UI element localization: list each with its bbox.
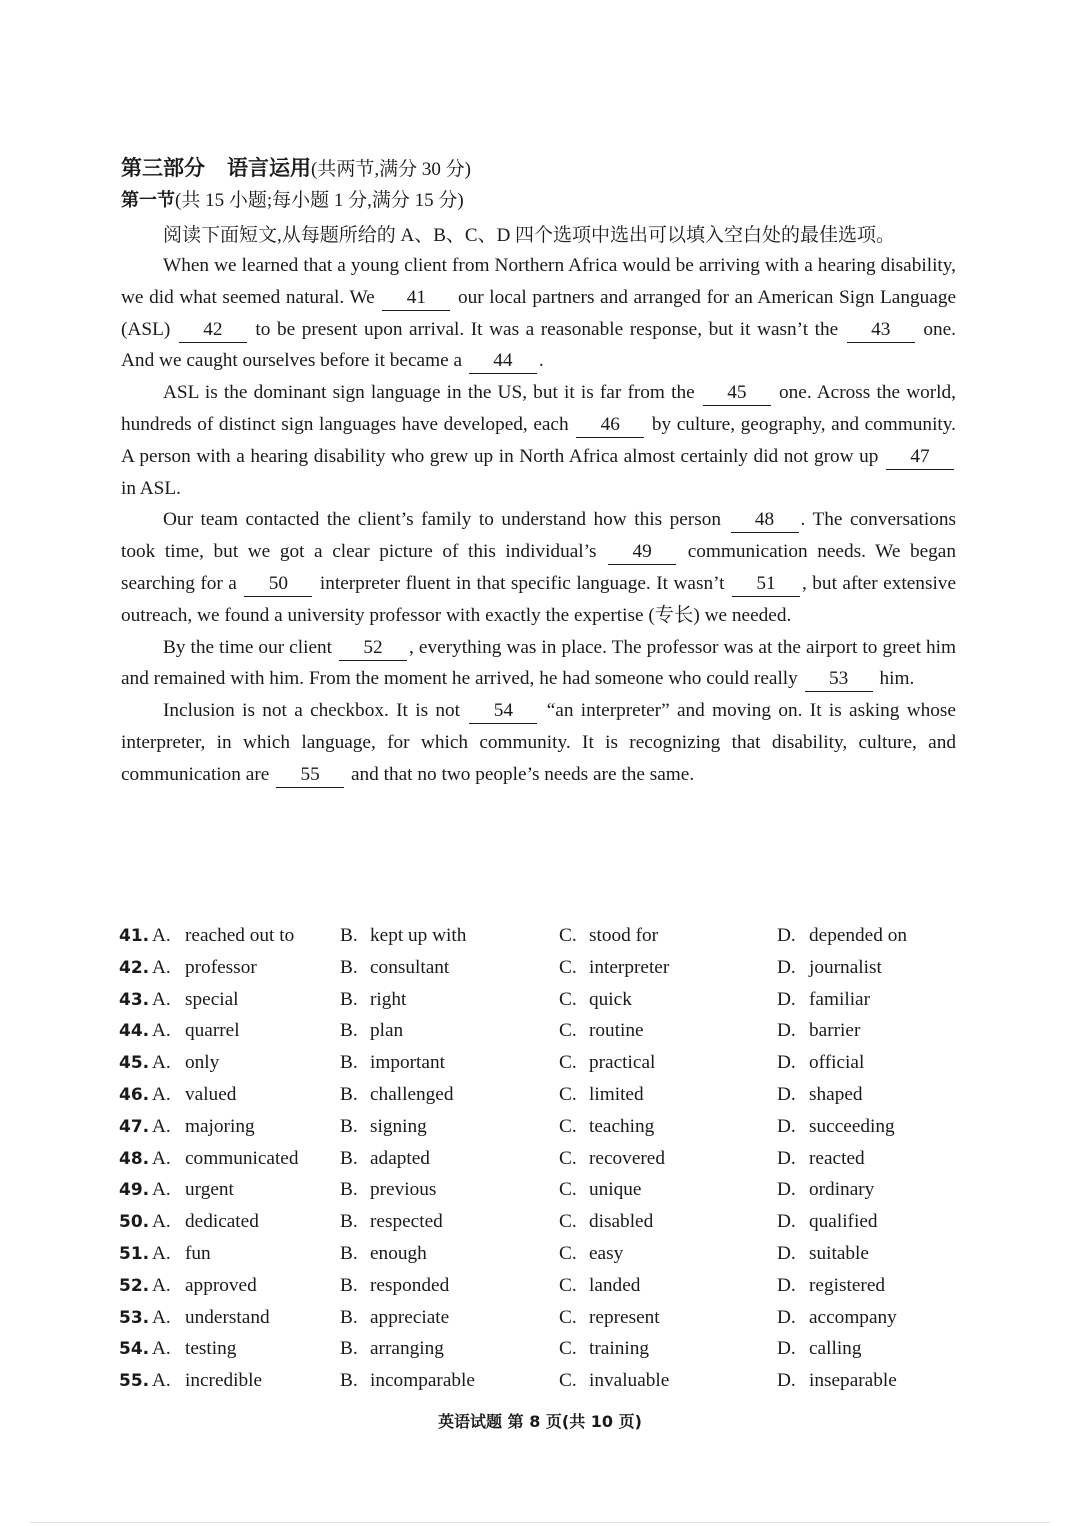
option-d: inseparable — [809, 1370, 897, 1392]
option-d: accompany — [809, 1306, 897, 1328]
blank-50: 50 — [244, 572, 312, 597]
blank-45: 45 — [703, 381, 771, 406]
option-letter-d: D. — [777, 1274, 796, 1296]
option-b: incomparable — [370, 1370, 475, 1392]
question-row-42 — [119, 953, 959, 985]
option-c: quick — [589, 988, 632, 1010]
question-row-50 — [119, 1207, 959, 1239]
option-b: previous — [370, 1179, 437, 1201]
option-letter-c: C. — [559, 988, 577, 1010]
question-row-47 — [119, 1112, 959, 1144]
option-d: qualified — [809, 1211, 878, 1233]
passage-text: ASL is the dominant sign language in the US, but it is far from the — [163, 382, 695, 404]
option-letter-c: C. — [559, 1306, 577, 1328]
passage-text: Inclusion is not a checkbox. It is not — [163, 700, 461, 722]
section-title: 第一节 — [121, 190, 175, 211]
passage-text: to be present upon arrival. It was a reasonable response, but it wasn’t the — [255, 318, 839, 340]
option-letter-d: D. — [777, 1338, 796, 1360]
option-d: familiar — [809, 988, 871, 1010]
passage-text: . — [538, 350, 544, 372]
part-note: (共两节,满分 30 分) — [311, 159, 471, 180]
blank-52: 52 — [339, 636, 407, 661]
option-letter-c: C. — [559, 1338, 577, 1360]
question-row-49 — [119, 1175, 959, 1207]
option-b: important — [370, 1052, 445, 1074]
option-letter-b: B. — [340, 1274, 358, 1296]
question-row-48 — [119, 1144, 959, 1176]
option-letter-d: D. — [777, 1020, 796, 1042]
option-a: testing — [185, 1338, 237, 1360]
option-c: represent — [589, 1306, 660, 1328]
option-letter-a: A. — [152, 925, 171, 946]
question-row-44 — [119, 1016, 959, 1048]
question-number: 43. — [119, 989, 150, 1010]
option-a: professor — [185, 956, 257, 978]
question-number: 45. — [119, 1053, 150, 1074]
question-row-53 — [119, 1303, 959, 1335]
option-c: easy — [589, 1242, 624, 1264]
question-number: 41. — [119, 926, 150, 946]
option-a: fun — [185, 1242, 211, 1264]
blank-46: 46 — [576, 413, 644, 438]
question-number: 50. — [119, 1212, 150, 1233]
question-number: 46. — [119, 1084, 150, 1105]
option-letter-c: C. — [559, 1052, 577, 1074]
option-letter-a: A. — [152, 1179, 171, 1201]
option-letter-d: D. — [777, 1115, 796, 1137]
paragraph-1 — [121, 250, 956, 377]
question-row-46 — [119, 1080, 959, 1112]
blank-42: 42 — [179, 318, 247, 343]
option-c: practical — [589, 1052, 656, 1074]
passage-text: “an interpreter” and moving on. It is asking whose interpreter, in which language, for which community. It is recognizing that disability, culture, and communication are — [121, 700, 956, 785]
option-c: recovered — [589, 1147, 665, 1169]
passage-text: . The conversations took time, but we got a clear picture of this individual’s — [121, 509, 957, 563]
question-number: 53. — [119, 1307, 150, 1328]
option-letter-d: D. — [777, 1306, 796, 1328]
option-d: ordinary — [809, 1179, 875, 1201]
option-c: invaluable — [589, 1370, 670, 1392]
part-name: 语言运用 — [227, 156, 311, 180]
question-number: 49. — [119, 1180, 150, 1201]
option-b: responded — [370, 1274, 450, 1296]
question-row-45 — [119, 1048, 959, 1080]
paragraph-4 — [121, 632, 956, 696]
option-letter-b: B. — [340, 1242, 358, 1264]
option-a: communicated — [185, 1147, 299, 1169]
option-d: calling — [809, 1338, 862, 1360]
passage-text: in ASL. — [121, 477, 181, 499]
option-d: suitable — [809, 1242, 869, 1264]
option-letter-b: B. — [340, 988, 358, 1010]
section-note: (共 15 小题;每小题 1 分,满分 15 分) — [175, 190, 464, 211]
option-letter-c: C. — [559, 1147, 577, 1169]
option-a: only — [185, 1052, 220, 1074]
option-a: understand — [185, 1306, 270, 1328]
option-a: special — [185, 988, 239, 1010]
option-letter-d: D. — [777, 956, 796, 978]
option-letter-d: D. — [777, 1179, 796, 1201]
option-letter-d: D. — [777, 925, 796, 946]
option-a: urgent — [185, 1179, 234, 1201]
option-letter-b: B. — [340, 956, 358, 978]
option-b: signing — [370, 1115, 427, 1137]
option-letter-a: A. — [152, 1242, 171, 1264]
option-letter-a: A. — [152, 1274, 171, 1296]
option-a: reached out to — [185, 925, 295, 946]
option-letter-a: A. — [152, 1370, 171, 1392]
option-c: stood for — [589, 925, 659, 946]
blank-51: 51 — [732, 572, 800, 597]
option-b: plan — [370, 1020, 404, 1042]
option-letter-c: C. — [559, 1115, 577, 1137]
question-number: 42. — [119, 957, 150, 978]
page-edge-divider — [30, 1522, 1050, 1523]
option-letter-b: B. — [340, 1211, 358, 1233]
passage-text: When we learned that a young client from Northern Africa would be arriving with a hearing disability, we did what seemed natural. We — [121, 255, 956, 308]
option-letter-a: A. — [152, 1083, 171, 1105]
option-letter-a: A. — [152, 1115, 171, 1137]
option-letter-b: B. — [340, 1052, 358, 1074]
option-c: routine — [589, 1020, 644, 1042]
option-letter-a: A. — [152, 1211, 171, 1233]
option-c: interpreter — [589, 956, 670, 978]
option-b: enough — [370, 1242, 427, 1264]
question-row-52 — [119, 1271, 959, 1303]
question-number: 51. — [119, 1243, 150, 1264]
question-number: 47. — [119, 1116, 150, 1137]
paragraph-3 — [121, 504, 956, 631]
page-footer: 英语试题 第 8 页(共 10 页) — [438, 1412, 642, 1431]
option-letter-a: A. — [152, 1052, 171, 1074]
option-letter-c: C. — [559, 1274, 577, 1296]
option-a: quarrel — [185, 1020, 240, 1042]
passage-text: interpreter fluent in that specific language. It wasn’t — [319, 572, 725, 594]
option-b: respected — [370, 1211, 443, 1233]
option-c: unique — [589, 1179, 642, 1201]
passage-text: By the time our client — [163, 636, 332, 658]
question-row-41 — [119, 921, 959, 953]
question-row-51 — [119, 1239, 959, 1271]
option-letter-b: B. — [340, 1147, 358, 1169]
option-c: training — [589, 1338, 649, 1360]
option-a: approved — [185, 1274, 257, 1296]
question-number: 44. — [119, 1021, 150, 1042]
option-letter-b: B. — [340, 1338, 358, 1360]
option-letter-b: B. — [340, 925, 358, 946]
passage-text: , but after extensive outreach, we found a university professor with exactly the expertise (专长) we needed. — [121, 572, 957, 626]
blank-49: 49 — [608, 540, 676, 565]
option-letter-b: B. — [340, 1020, 358, 1042]
blank-54: 54 — [469, 699, 537, 724]
passage-text: communication needs. We began searching for a — [121, 541, 957, 594]
cloze-passage — [121, 250, 956, 791]
passage-text: one. And we caught ourselves before it became a — [121, 318, 956, 372]
option-d: barrier — [809, 1020, 861, 1042]
option-letter-b: B. — [340, 1083, 358, 1105]
section-heading — [121, 186, 464, 216]
option-letter-a: A. — [152, 988, 171, 1010]
option-a: dedicated — [185, 1211, 259, 1233]
option-letter-a: A. — [152, 1306, 171, 1328]
option-letter-c: C. — [559, 1370, 577, 1392]
option-letter-c: C. — [559, 956, 577, 978]
blank-41: 41 — [382, 286, 450, 311]
option-c: landed — [589, 1274, 641, 1296]
question-number: 52. — [119, 1275, 150, 1296]
option-c: teaching — [589, 1115, 655, 1137]
option-letter-d: D. — [777, 1083, 796, 1105]
blank-53: 53 — [805, 667, 873, 692]
option-b: right — [370, 988, 407, 1010]
part-heading — [121, 153, 471, 185]
blank-44: 44 — [469, 349, 537, 374]
answer-options — [119, 921, 959, 1398]
instruction: 阅读下面短文,从每题所给的 A、B、C、D 四个选项中选出可以填入空白处的最佳选项。 — [163, 225, 896, 246]
option-letter-b: B. — [340, 1115, 358, 1137]
question-number: 55. — [119, 1371, 150, 1392]
blank-48: 48 — [731, 508, 799, 533]
passage-text: Our team contacted the client’s family to understand how this person — [163, 509, 722, 531]
option-d: journalist — [809, 956, 882, 978]
passage-text: one. Across the world, hundreds of distinct sign languages have developed, each — [121, 382, 956, 435]
paragraph-5 — [121, 695, 956, 790]
option-letter-c: C. — [559, 1020, 577, 1042]
option-a: valued — [185, 1083, 237, 1105]
option-letter-a: A. — [152, 1147, 171, 1169]
option-c: limited — [589, 1083, 644, 1105]
question-number: 54. — [119, 1339, 150, 1360]
option-letter-d: D. — [777, 1370, 796, 1392]
option-letter-b: B. — [340, 1370, 358, 1392]
blank-55: 55 — [276, 763, 344, 788]
option-b: adapted — [370, 1147, 430, 1169]
option-d: succeeding — [809, 1115, 895, 1137]
option-letter-c: C. — [559, 1083, 577, 1105]
option-letter-b: B. — [340, 1179, 358, 1201]
option-d: official — [809, 1052, 865, 1074]
option-b: arranging — [370, 1338, 444, 1360]
option-letter-d: D. — [777, 1147, 796, 1169]
option-letter-d: D. — [777, 1052, 796, 1074]
part-title: 第三部分 — [121, 156, 205, 180]
question-row-55 — [119, 1366, 959, 1398]
passage-text: , everything was in place. The professor was at the airport to greet him and remained with him. From the moment he arrived, he had someone who could really — [121, 636, 957, 690]
option-letter-a: A. — [152, 1338, 171, 1360]
option-b: consultant — [370, 956, 450, 978]
option-d: shaped — [809, 1083, 863, 1105]
option-d: depended on — [809, 925, 907, 946]
option-b: kept up with — [370, 925, 467, 946]
option-letter-c: C. — [559, 1211, 577, 1233]
blank-43: 43 — [847, 318, 915, 343]
option-letter-c: C. — [559, 1179, 577, 1201]
option-letter-d: D. — [777, 1242, 796, 1264]
option-b: challenged — [370, 1083, 454, 1105]
blank-47: 47 — [886, 445, 954, 470]
passage-text: and that no two people’s needs are the same. — [350, 763, 695, 785]
option-letter-a: A. — [152, 956, 171, 978]
option-letter-c: C. — [559, 1242, 577, 1264]
option-letter-c: C. — [559, 925, 577, 946]
passage-text: our local partners and arranged for an American Sign Language (ASL) — [121, 286, 957, 340]
option-c: disabled — [589, 1211, 654, 1233]
paragraph-2 — [121, 377, 956, 504]
question-row-43 — [119, 985, 959, 1017]
option-d: registered — [809, 1274, 886, 1296]
option-letter-b: B. — [340, 1306, 358, 1328]
passage-text: by culture, geography, and community. A person with a hearing disability who grew up in North Africa almost certainly did not grow up — [121, 413, 956, 467]
question-number: 48. — [119, 1148, 150, 1169]
option-d: reacted — [809, 1147, 865, 1169]
option-b: appreciate — [370, 1306, 450, 1328]
option-a: majoring — [185, 1115, 255, 1137]
option-letter-d: D. — [777, 1211, 796, 1233]
option-letter-a: A. — [152, 1020, 171, 1042]
question-row-54 — [119, 1334, 959, 1366]
option-letter-d: D. — [777, 988, 796, 1010]
option-a: incredible — [185, 1370, 263, 1392]
passage-text: him. — [879, 668, 915, 690]
